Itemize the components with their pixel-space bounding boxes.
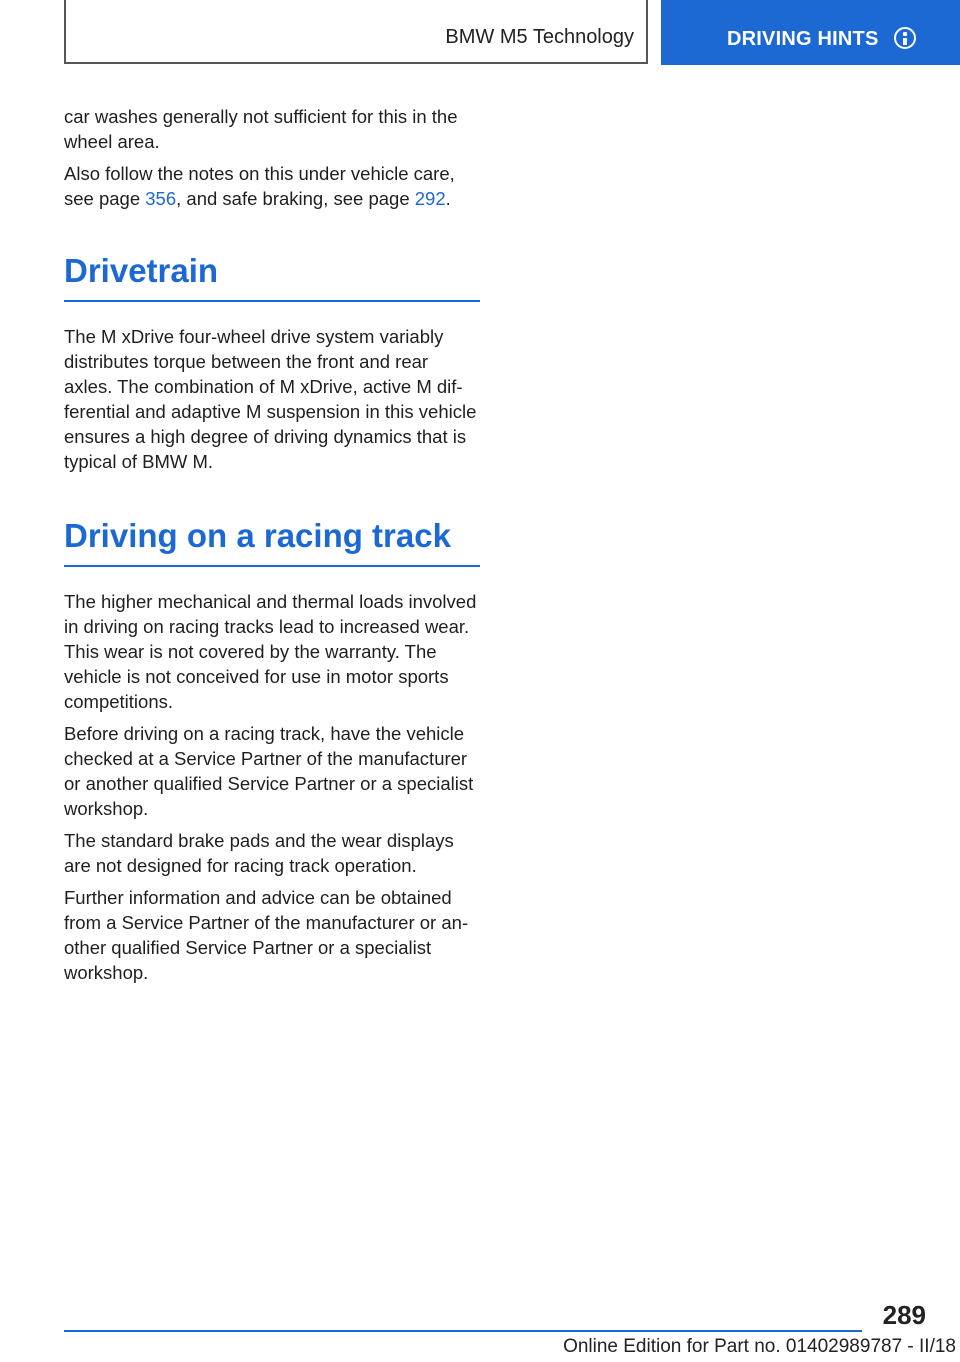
- heading-drivetrain: Drivetrain: [64, 251, 480, 302]
- intro-text-2: , and safe braking, see page: [176, 188, 415, 209]
- chapter-tab-driving-hints[interactable]: [661, 0, 960, 65]
- intro-text-1: Also follow the notes on this under vehicle care, see page: [64, 163, 455, 209]
- heading-racing-track: Driving on a racing track: [64, 516, 480, 567]
- racing-paragraph-4: Further information and advice can be obtained from a Service Partner of the manufacturer or another qualified Service Partner or a specialist workshop.: [64, 887, 469, 983]
- page-link-356[interactable]: 356: [145, 188, 177, 209]
- footer-edition-text: Online Edition for Part no. 01402989787 - II/18: [563, 1336, 956, 1357]
- content-column: [64, 104, 480, 992]
- page-number: 289: [882, 1300, 926, 1330]
- chapter-tab-label: DRIVING HINTS: [727, 28, 879, 50]
- drivetrain-paragraph: The M xDrive four-wheel drive system variably distributes torque between the front and rear axles. The combination of M xDrive, active M differential and adaptive M suspension in this vehicle ensures a high degree of driving dynamics that is typical of BMW M.: [64, 326, 477, 472]
- info-icon: [894, 27, 916, 49]
- racing-paragraph-1: The higher mechanical and thermal loads involved in driving on racing tracks lead to increased wear. This wear is not covered by the warranty. The vehicle is not conceived for use in motor sports competitions.: [64, 591, 477, 712]
- header-title-box: [64, 0, 648, 64]
- page-link-292[interactable]: 292: [414, 188, 446, 209]
- intro-text-3: .: [445, 188, 451, 209]
- manual-title: BMW M5 Technology: [445, 26, 634, 48]
- intro-paragraph-1: car washes generally not sufficient for this in the wheel area.: [64, 106, 458, 152]
- intro-paragraph-2: [64, 161, 480, 211]
- racing-paragraph-2: Before driving on a racing track, have the vehicle checked at a Service Partner of the manufacturer or another qualified Service Partner or a specialist workshop.: [64, 723, 474, 819]
- racing-paragraph-3: The standard brake pads and the wear displays are not designed for racing track operation.: [64, 830, 454, 876]
- footer-divider: [64, 1330, 862, 1332]
